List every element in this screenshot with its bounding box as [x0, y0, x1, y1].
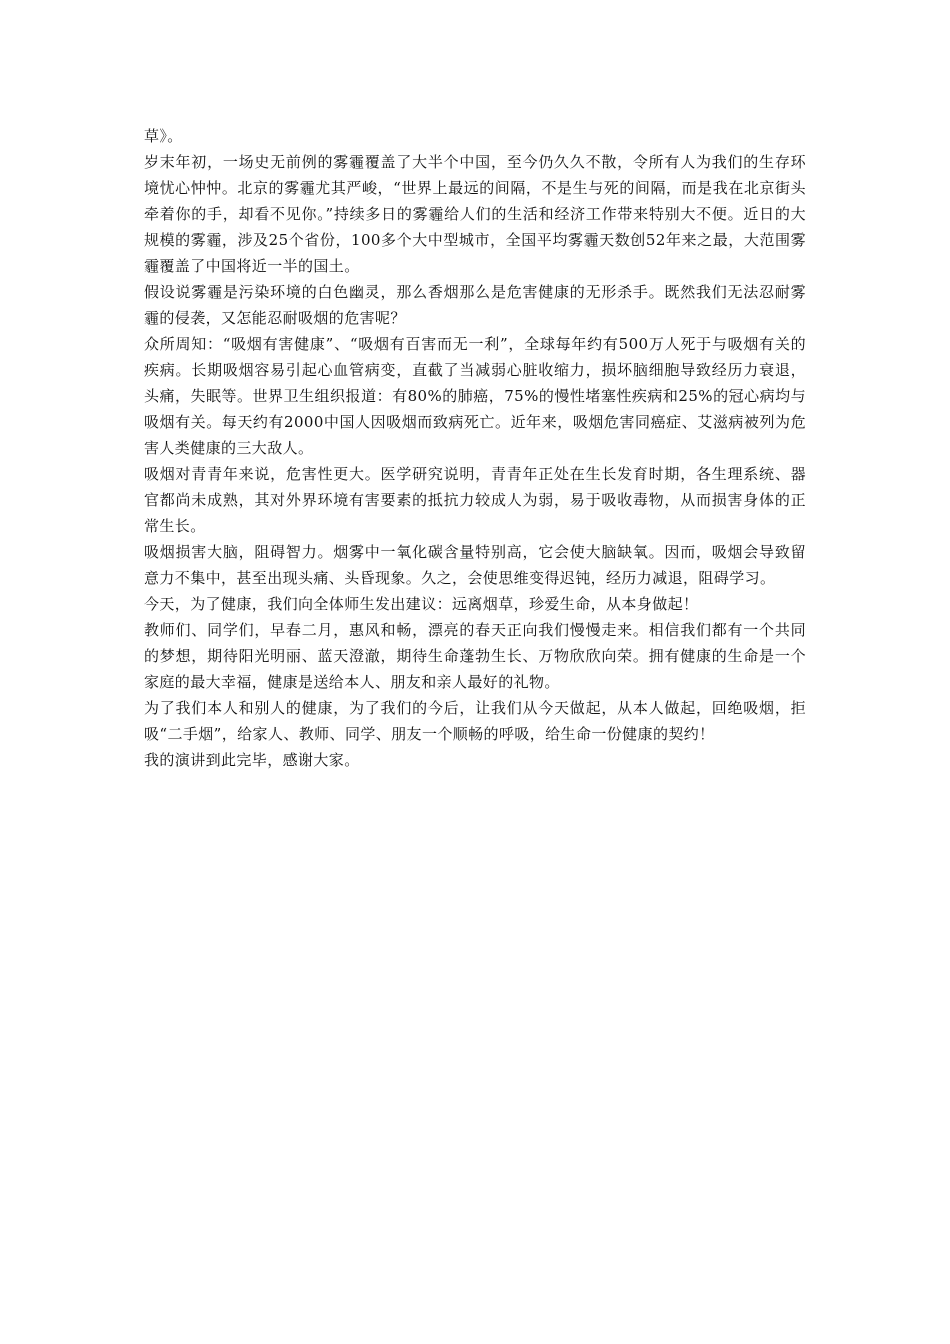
- paragraph-smog-vs-smoking: 假设说雾霾是污染环境的白色幽灵，那么香烟那么是危害健康的无形杀手。既然我们无法忍耐雾霾的侵袭，又怎能忍耐吸烟的危害呢？: [144, 283, 806, 327]
- paragraph-smog-intro: 岁末年初，一场史无前例的雾霾覆盖了大半个中国，至今仍久久不散，令所有人为我们的生存环境忧心忡忡。北京的雾霾尤其严峻，“世界上最远的间隔，不是生与死的间隔，而是我在北京街头牵着你的手，却看不见你。”持续多日的雾霾给人们的生活和经济工作带来特别大不便。近日的大规模的雾霾，涉及25个省份，100多个大中型城市，全国平均雾霾天数创52年来之最，大范围雾霾覆盖了中国将近一半的国土。: [144, 153, 806, 275]
- paragraph-smoking-harm-stats: 众所周知：“吸烟有害健康”、“吸烟有百害而无一利”，全球每年约有500万人死于与吸烟有关的疾病。长期吸烟容易引起心血管病变，直截了当减弱心脏收缩力，损坏脑细胞导致经历力衰退，头痛，失眠等。世界卫生组织报道：有80%的肺癌，75%的慢性堵塞性疾病和25%的冠心病均与吸烟有关。每天约有2000中国人因吸烟而致病死亡。近年来，吸烟危害同癌症、艾滋病被列为危害人类健康的三大敌人。: [144, 335, 806, 457]
- paragraph-closing: 我的演讲到此完毕，感谢大家。: [144, 751, 360, 769]
- document-body: [144, 123, 806, 773]
- paragraph-youth-harm: 吸烟对青青年来说，危害性更大。医学研究说明，青青年正处在生长发育时期，各生理系统、器官都尚未成熟，其对外界环境有害要素的抵抗力较成人为弱，易于吸收毒物，从而损害身体的正常生长。: [144, 465, 806, 535]
- paragraph-spring-hope: 教师们、同学们，早春二月，惠风和畅，漂亮的春天正向我们慢慢走来。相信我们都有一个共同的梦想，期待阳光明丽、蓝天澄澈，期待生命蓬勃生长、万物欣欣向荣。拥有健康的生命是一个家庭的最大幸福，健康是送给本人、朋友和亲人最好的礼物。: [144, 621, 806, 691]
- paragraph-brain-harm: 吸烟损害大脑，阻碍智力。烟雾中一氧化碳含量特别高，它会使大脑缺氧。因而，吸烟会导致留意力不集中，甚至出现头痛、头昏现象。久之，会使思维变得迟钝，经历力减退，阻碍学习。: [144, 543, 806, 587]
- paragraph-proposal: 今天，为了健康，我们向全体师生发出建议：远离烟草，珍爱生命，从本身做起！: [144, 595, 699, 613]
- paragraph-continuation: 草》。: [144, 127, 183, 145]
- paragraph-call-to-action: 为了我们本人和别人的健康，为了我们的今后，让我们从今天做起，从本人做起，回绝吸烟，拒吸“二手烟”，给家人、教师、同学、朋友一个顺畅的呼吸，给生命一份健康的契约！: [144, 699, 806, 743]
